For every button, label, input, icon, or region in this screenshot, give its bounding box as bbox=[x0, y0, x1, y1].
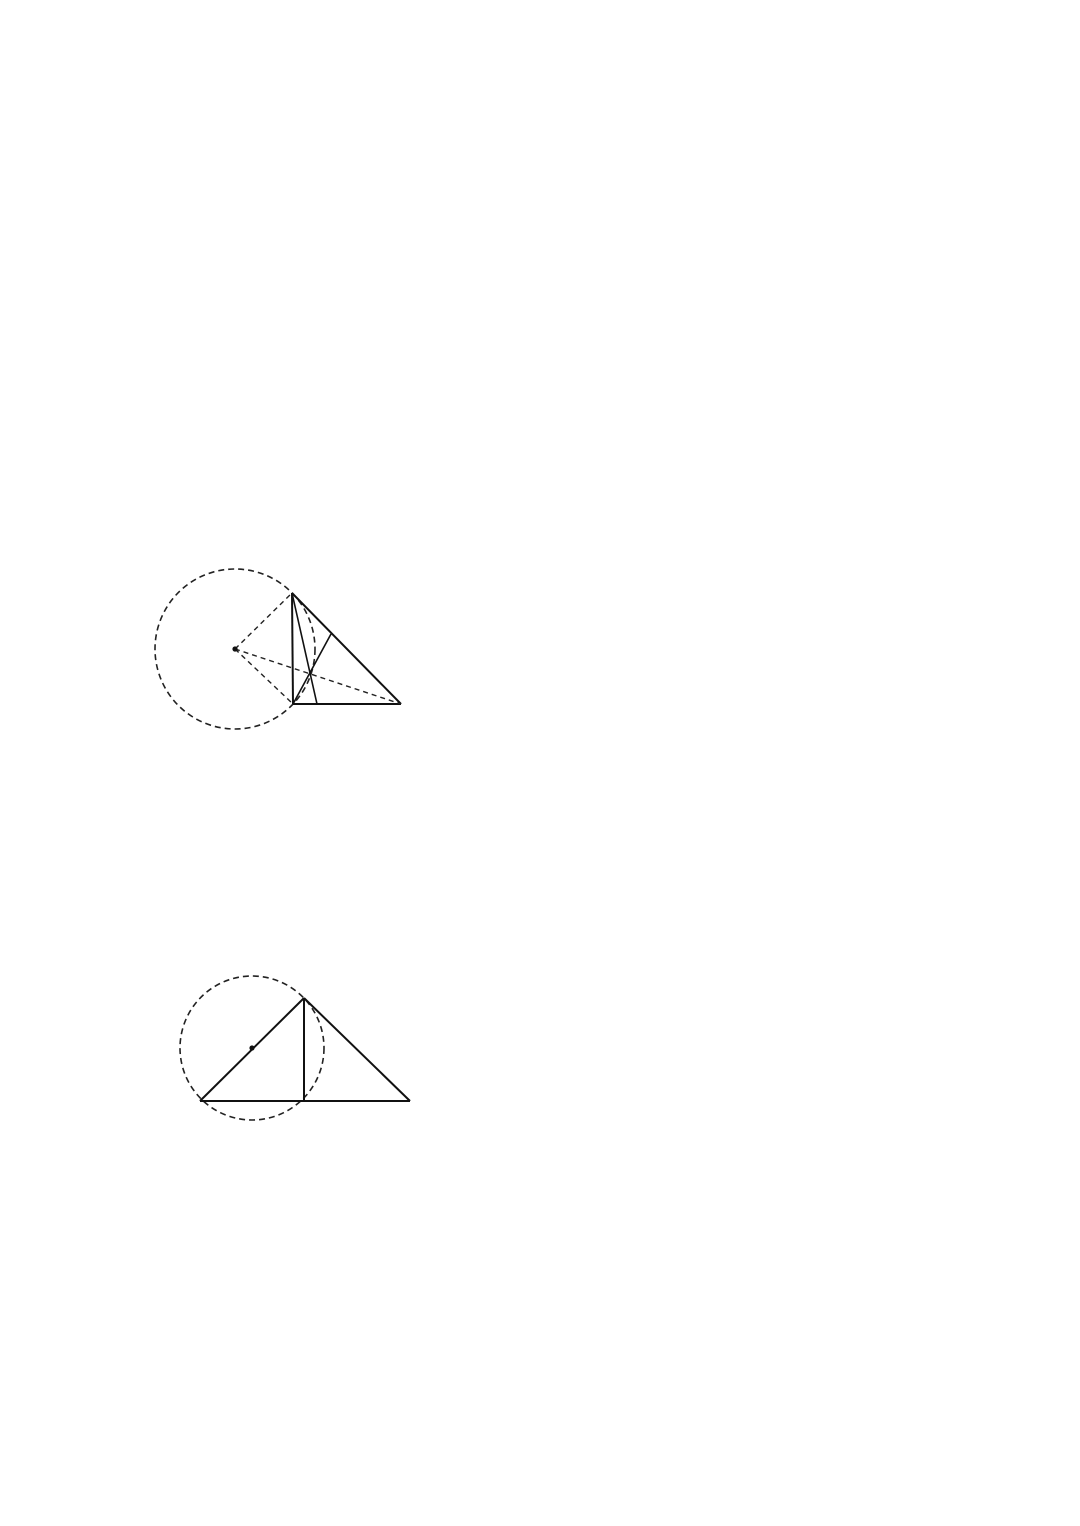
dashed-segment-oa bbox=[235, 593, 292, 649]
segment-ac bbox=[304, 998, 410, 1101]
figure-3-2 bbox=[154, 972, 464, 1132]
center-point bbox=[249, 1045, 254, 1050]
segment-ac bbox=[292, 593, 401, 704]
dashed-segment-ob bbox=[235, 649, 293, 704]
figure-3-1 bbox=[154, 565, 424, 740]
segment-ab bbox=[292, 593, 293, 704]
segment-bd bbox=[293, 634, 331, 704]
center-point bbox=[232, 646, 237, 651]
